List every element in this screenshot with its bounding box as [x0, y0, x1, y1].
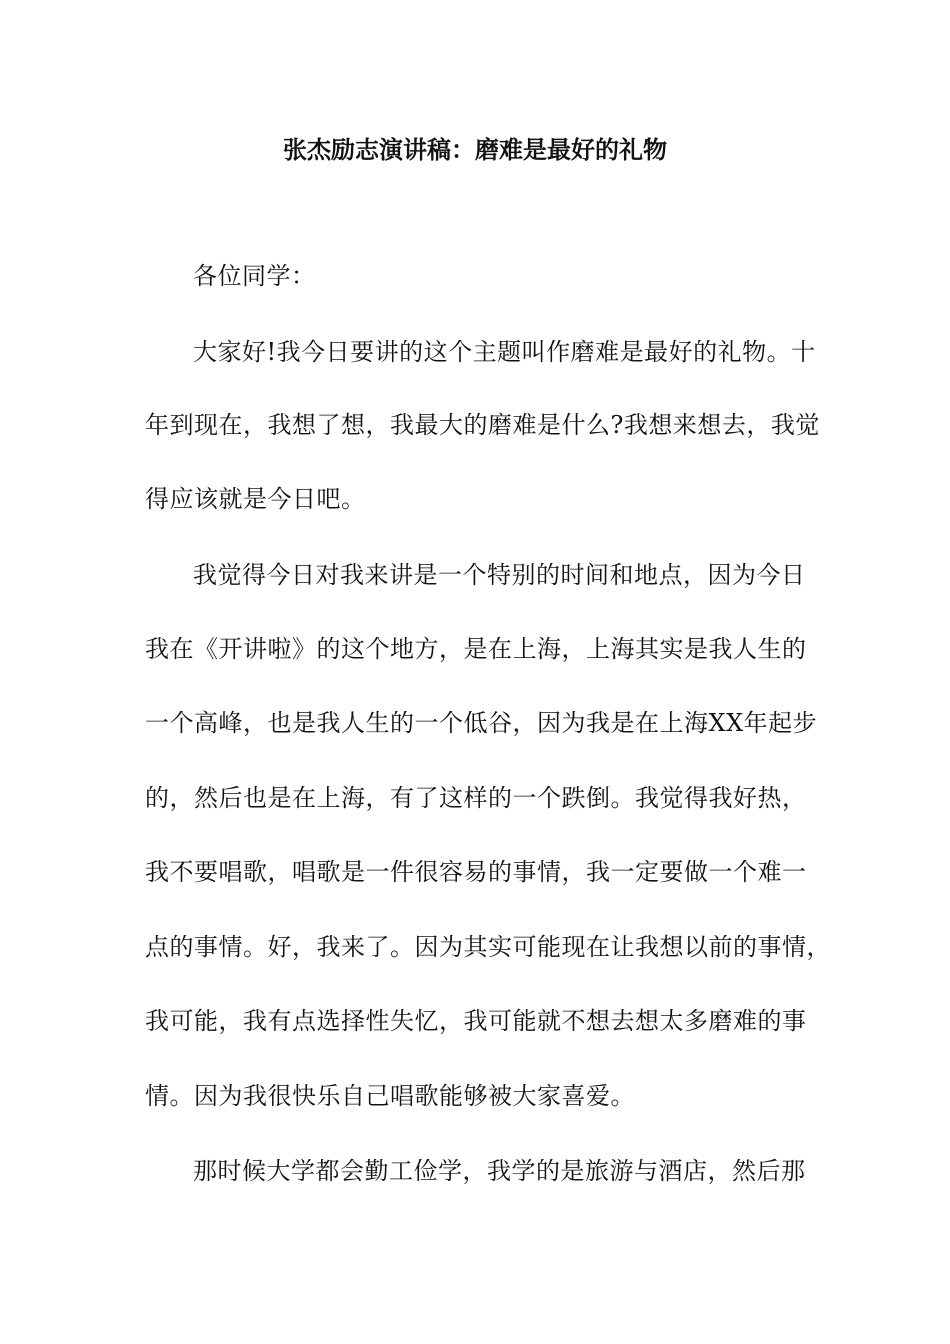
paragraph-2-line-2: 我在《开讲啦》的这个地方，是在上海，上海其实是我人生的 [145, 635, 807, 663]
paragraph-2-line-6: 点的事情。好，我来了。因为其实可能现在让我想以前的事情， [145, 933, 831, 961]
paragraph-1-line-2: 年到现在，我想了想，我最大的磨难是什么?我想来想去，我觉 [145, 411, 820, 439]
paragraph-2-line-3: 一个高峰，也是我人生的一个低谷，因为我是在上海XX年起步 [145, 709, 818, 737]
paragraph-3-line-1: 那时候大学都会勤工俭学，我学的是旅游与酒店，然后那 [193, 1157, 806, 1185]
paragraph-1-line-1: 大家好!我今日要讲的这个主题叫作磨难是最好的礼物。十 [193, 338, 816, 366]
paragraph-2-line-1: 我觉得今日对我来讲是一个特别的时间和地点，因为今日 [193, 561, 806, 589]
paragraph-2-line-7: 我可能，我有点选择性失忆，我可能就不想去想太多磨难的事 [145, 1007, 807, 1035]
paragraph-1-line-3: 得应该就是今日吧。 [145, 485, 366, 513]
document-title: 张杰励志演讲稿：磨难是最好的礼物 [283, 136, 667, 164]
salutation: 各位同学： [193, 262, 316, 290]
paragraph-2-line-8: 情。因为我很快乐自己唱歌能够被大家喜爱。 [145, 1082, 635, 1110]
paragraph-2-line-5: 我不要唱歌，唱歌是一件很容易的事情，我一定要做一个难一 [145, 858, 807, 886]
paragraph-2-line-4: 的，然后也是在上海，有了这样的一个跌倒。我觉得我好热， [145, 784, 807, 812]
